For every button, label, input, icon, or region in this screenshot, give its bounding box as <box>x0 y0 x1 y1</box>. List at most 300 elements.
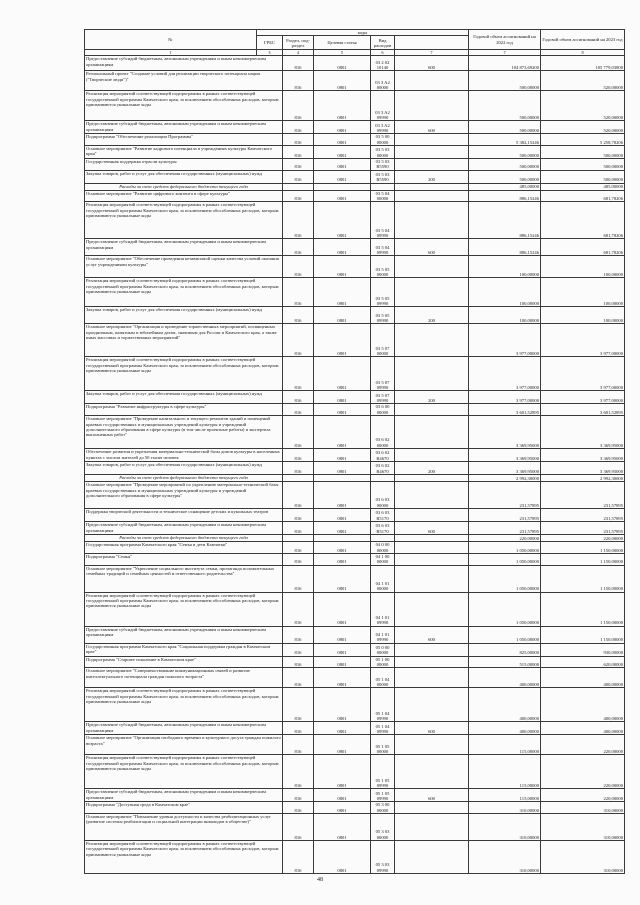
row-target-article: 05 0 00 00000 <box>371 643 395 656</box>
row-description: Основное мероприятие "Обеспечение проведения независимой оценки качества условий оказания услуг учреждениями культуры" <box>85 256 283 278</box>
row-expense-type <box>395 146 469 159</box>
row-grbs: 816 <box>283 735 314 755</box>
row-section: 0801 <box>314 416 371 449</box>
row-section: 0801 <box>314 840 371 873</box>
row-section: 0801 <box>314 565 371 592</box>
table-row <box>85 542 625 554</box>
table-row <box>85 840 625 873</box>
row-target-article <box>371 475 395 482</box>
row-amount-2023: 1 150,00000 <box>541 542 625 554</box>
table-row <box>85 278 625 307</box>
row-expense-type <box>395 159 469 171</box>
table-row <box>85 307 625 324</box>
row-target-article: 05 1 00 00000 <box>371 656 395 668</box>
row-target-article: 03 5 04 00000 <box>371 190 395 202</box>
row-amount-2022: 1 050,00000 <box>469 553 541 565</box>
row-grbs: 816 <box>283 202 314 239</box>
row-grbs: 816 <box>283 840 314 873</box>
row-description: Закупка товаров, работ и услуг для обеспечения государственных (муниципальных) нужд <box>85 307 283 324</box>
row-target-article: 03 3 A2 09990 <box>371 91 395 121</box>
row-target-article: 03 5 04 09990 <box>371 239 395 256</box>
row-section: 0801 <box>314 256 371 278</box>
row-description: Региональный проект "Создание условий для реализации творческого потенциала нации ("Творческие люди")" <box>85 71 283 91</box>
row-amount-2023: 500,00000 <box>541 170 625 183</box>
row-amount-2022: 3 369,95000 <box>469 416 541 449</box>
row-amount-2023: 3 977,00000 <box>541 324 625 357</box>
row-section: 0801 <box>314 626 371 643</box>
row-amount-2023: 1 150,00000 <box>541 565 625 592</box>
row-section: 0801 <box>314 553 371 565</box>
row-description: Подпрограмма "Доступная среда в Камчатском крае" <box>85 802 283 814</box>
row-grbs: 816 <box>283 755 314 789</box>
row-grbs: 816 <box>283 134 314 146</box>
row-target-article <box>371 183 395 190</box>
row-section: 0801 <box>314 522 371 535</box>
row-target-article: 05 1 05 09990 <box>371 789 395 802</box>
row-grbs: 816 <box>283 813 314 840</box>
table-row <box>85 449 625 462</box>
row-expense-type <box>395 542 469 554</box>
row-description: Предоставление субсидий бюджетным, автономным учреждениям и иным некоммерческим организациям <box>85 239 283 256</box>
table-row <box>85 668 625 688</box>
row-description: Основное мероприятие "Организация свободного времени и культурного досуга граждан пожилого возраста" <box>85 735 283 755</box>
row-amount-2023: 681,78206 <box>541 190 625 202</box>
row-description: Государственная программа Камчатского края "Семья и дети Камчатки" <box>85 542 283 554</box>
row-expense-type <box>395 256 469 278</box>
row-expense-type <box>395 656 469 668</box>
row-target-article: 04 1 01 09990 <box>371 626 395 643</box>
row-amount-2023: 500,00000 <box>541 146 625 159</box>
row-amount-2022: 825,00000 <box>469 643 541 656</box>
row-expense-type: 200 <box>395 307 469 324</box>
header-volume-2022: Годовой объем ассигнований на 2022 год <box>469 30 541 50</box>
row-target-article: 05 1 05 00000 <box>371 735 395 755</box>
table-row <box>85 91 625 121</box>
row-description: Реализация мероприятий соответствующей подпрограммы в рамках соответствующей государственной программы Камчатского края, за исключением обособленных расходов, которым присваиваются уникальные коды <box>85 688 283 722</box>
row-section: 0801 <box>314 509 371 522</box>
row-expense-type <box>395 755 469 789</box>
row-expense-type <box>395 482 469 509</box>
table-row <box>85 357 625 391</box>
row-description: Закупка товаров, работ и услуг для обеспечения государственных (муниципальных) нужд <box>85 462 283 475</box>
row-grbs: 816 <box>283 91 314 121</box>
row-amount-2023: 3 369,95000 <box>541 462 625 475</box>
row-grbs: 816 <box>283 722 314 735</box>
row-amount-2022: 115,00000 <box>469 789 541 802</box>
row-grbs: 816 <box>283 239 314 256</box>
row-expense-type <box>395 183 469 190</box>
table-row <box>85 416 625 449</box>
row-target-article: 03 6 03 R5170 <box>371 509 395 522</box>
row-expense-type: 600 <box>395 56 469 71</box>
row-section: 0801 <box>314 755 371 789</box>
row-amount-2022: 400,00000 <box>469 688 541 722</box>
row-description: Предоставление субсидий бюджетным, автономным учреждениям и иным некоммерческим организациям <box>85 626 283 643</box>
row-expense-type <box>395 404 469 416</box>
row-amount-2023: 400,00000 <box>541 688 625 722</box>
row-section: 0801 <box>314 722 371 735</box>
row-amount-2022: 310,00000 <box>469 813 541 840</box>
row-grbs: 816 <box>283 159 314 171</box>
row-amount-2023: 5 258,78206 <box>541 134 625 146</box>
row-description: Закупка товаров, работ и услуг для обеспечения государственных (муниципальных) нужд <box>85 170 283 183</box>
row-section: 0801 <box>314 542 371 554</box>
row-target-article: 03 3 A2 00000 <box>371 71 395 91</box>
row-section <box>314 535 371 542</box>
row-target-article: 05 3 03 00000 <box>371 813 395 840</box>
row-grbs: 816 <box>283 190 314 202</box>
row-target-article: 03 5 05 09990 <box>371 307 395 324</box>
row-amount-2022: 115,00000 <box>469 735 541 755</box>
row-expense-type <box>395 668 469 688</box>
row-amount-2023: 681,78206 <box>541 202 625 239</box>
column-number: 7 <box>395 50 469 56</box>
row-amount-2022: 3 977,00000 <box>469 391 541 404</box>
row-expense-type <box>395 535 469 542</box>
table-row <box>85 509 625 522</box>
row-grbs: 816 <box>283 324 314 357</box>
header-codes: коды <box>257 30 469 36</box>
table-row <box>85 755 625 789</box>
row-expense-type: 600 <box>395 789 469 802</box>
row-description: Расходы за счет средств федерального бюджета текущего года <box>85 535 283 542</box>
row-target-article: 04 1 01 09990 <box>371 592 395 626</box>
row-amount-2022: 3 977,00000 <box>469 357 541 391</box>
row-amount-2023: 520,00000 <box>541 91 625 121</box>
row-amount-2022: 886,15246 <box>469 190 541 202</box>
row-section <box>314 183 371 190</box>
row-section: 0801 <box>314 789 371 802</box>
row-section: 0801 <box>314 802 371 814</box>
row-target-article: 03 6 03 00000 <box>371 482 395 509</box>
row-section: 0801 <box>314 190 371 202</box>
row-expense-type <box>395 565 469 592</box>
row-target-article: 03 5 07 09990 <box>371 357 395 391</box>
row-target-article: 05 1 05 09990 <box>371 755 395 789</box>
row-description: Обеспечение развития и укрепления материально-технической базы домов культуры в населенных пунктах с числом жителей до 50 тысяч человек <box>85 449 283 462</box>
table-row <box>85 324 625 357</box>
row-amount-2022: 500,00000 <box>469 159 541 171</box>
table-row <box>85 553 625 565</box>
row-amount-2022: 886,15246 <box>469 239 541 256</box>
row-grbs: 816 <box>283 789 314 802</box>
row-amount-2022: 1 050,00000 <box>469 565 541 592</box>
row-expense-type: 600 <box>395 239 469 256</box>
row-grbs <box>283 475 314 482</box>
row-section: 0801 <box>314 71 371 91</box>
row-expense-type <box>395 202 469 239</box>
row-amount-2023: 1 150,00000 <box>541 592 625 626</box>
row-expense-type <box>395 449 469 462</box>
table-row <box>85 735 625 755</box>
table-row <box>85 626 625 643</box>
row-description: Основное мероприятие "Проведение капитального и текущего ремонтов зданий и помещений краевых государственных и муниципальных учреждений культуры и учреждений дополнительного образования в сфере культуры (в том числе проектные работы) и экспертиза выполненных работ" <box>85 416 283 449</box>
row-grbs: 816 <box>283 307 314 324</box>
table-row <box>85 462 625 475</box>
row-section: 0801 <box>314 121 371 134</box>
row-expense-type: 200 <box>395 462 469 475</box>
row-description: Предоставление субсидий бюджетным, автономным учреждениям и иным некоммерческим организациям <box>85 56 283 71</box>
row-amount-2022: 3 601,52895 <box>469 404 541 416</box>
row-expense-type <box>395 324 469 357</box>
row-expense-type <box>395 802 469 814</box>
row-section: 0801 <box>314 462 371 475</box>
row-grbs: 816 <box>283 592 314 626</box>
row-target-article: 03 5 03 R5590 <box>371 170 395 183</box>
header-grbs: ГРБС <box>257 36 283 50</box>
table-row <box>85 535 625 542</box>
table-row <box>85 121 625 134</box>
row-amount-2022: 500,00000 <box>469 91 541 121</box>
page-number: 48 <box>317 877 323 883</box>
row-expense-type: 200 <box>395 391 469 404</box>
row-amount-2023: 220,00000 <box>541 735 625 755</box>
row-description: Основное мероприятие "Развитие цифрового контента в сфере культуры" <box>85 190 283 202</box>
table-row <box>85 565 625 592</box>
row-grbs: 816 <box>283 482 314 509</box>
row-amount-2022: 2 992,30000 <box>469 475 541 482</box>
header-empty-cell <box>395 36 469 50</box>
row-target-article: 04 0 00 00000 <box>371 542 395 554</box>
row-amount-2023: 100,00000 <box>541 256 625 278</box>
row-amount-2023: 3 977,00000 <box>541 391 625 404</box>
row-amount-2023: 310,00000 <box>541 840 625 873</box>
row-grbs: 816 <box>283 802 314 814</box>
row-amount-2022: 1 050,00000 <box>469 592 541 626</box>
row-amount-2023: 2 992,30000 <box>541 475 625 482</box>
row-amount-2023: 231,57895 <box>541 509 625 522</box>
row-grbs: 816 <box>283 643 314 656</box>
row-amount-2022: 500,00000 <box>469 121 541 134</box>
row-amount-2022: 500,00000 <box>469 170 541 183</box>
row-target-article: 03 6 00 00000 <box>371 404 395 416</box>
budget-table <box>84 29 625 874</box>
row-grbs: 816 <box>283 509 314 522</box>
row-grbs: 816 <box>283 121 314 134</box>
header-target-article: Целевая статья <box>314 36 371 50</box>
row-description: Поддержка творческой деятельности и техническое оснащение детских и кукольных театров <box>85 509 283 522</box>
row-amount-2023: 220,00000 <box>541 535 625 542</box>
row-expense-type <box>395 91 469 121</box>
row-target-article: 03 2 02 10140 <box>371 56 395 71</box>
row-target-article: 05 1 04 09990 <box>371 722 395 735</box>
table-row <box>85 159 625 171</box>
row-target-article: 05 3 00 00000 <box>371 802 395 814</box>
row-amount-2023: 3 369,95000 <box>541 449 625 462</box>
row-section: 0801 <box>314 391 371 404</box>
row-amount-2023: 681,78206 <box>541 239 625 256</box>
row-description: Предоставление субсидий бюджетным, автономным учреждениям и иным некоммерческим организациям <box>85 722 283 735</box>
row-amount-2022: 500,00000 <box>469 146 541 159</box>
row-expense-type <box>395 840 469 873</box>
row-expense-type <box>395 643 469 656</box>
row-amount-2023: 3 369,95000 <box>541 416 625 449</box>
row-description: Предоставление субсидий бюджетным, автономным учреждениям и иным некоммерческим организациям <box>85 522 283 535</box>
row-amount-2023: 485,00000 <box>541 183 625 190</box>
row-amount-2023: 310,00000 <box>541 802 625 814</box>
row-amount-2023: 231,57895 <box>541 522 625 535</box>
column-number: 1 <box>85 50 257 56</box>
row-expense-type: 600 <box>395 626 469 643</box>
table-row <box>85 146 625 159</box>
row-amount-2022: 115,00000 <box>469 755 541 789</box>
row-section: 0801 <box>314 202 371 239</box>
row-grbs: 816 <box>283 553 314 565</box>
row-expense-type <box>395 190 469 202</box>
row-amount-2023: 1 150,00000 <box>541 626 625 643</box>
row-description: Подпрограмма "Развитие инфраструктуры в сфере культуры" <box>85 404 283 416</box>
row-target-article: 05 3 03 09990 <box>371 840 395 873</box>
table-row <box>85 170 625 183</box>
row-section: 0801 <box>314 307 371 324</box>
row-target-article: 03 6 02 R4670 <box>371 462 395 475</box>
row-grbs: 816 <box>283 391 314 404</box>
row-amount-2023: 220,00000 <box>541 789 625 802</box>
row-section: 0801 <box>314 668 371 688</box>
table-row <box>85 71 625 91</box>
row-description: Государственная поддержка отрасли культуры <box>85 159 283 171</box>
row-amount-2022: 500,00000 <box>469 71 541 91</box>
row-description: Реализация мероприятий соответствующей подпрограммы в рамках соответствующей государственной программы Камчатского края, за исключением обособленных расходов, которым присваиваются уникальные коды <box>85 840 283 873</box>
row-description: Реализация мероприятий соответствующей подпрограммы в рамках соответствующей государственной программы Камчатского края, за исключением обособленных расходов, которым присваиваются уникальные коды <box>85 592 283 626</box>
row-amount-2022: 310,00000 <box>469 802 541 814</box>
row-description: Подпрограмма "Обеспечение реализации Программы" <box>85 134 283 146</box>
table-row <box>85 802 625 814</box>
row-target-article: 05 1 04 00000 <box>371 668 395 688</box>
table-row <box>85 134 625 146</box>
row-amount-2023: 220,00000 <box>541 755 625 789</box>
table-row <box>85 183 625 190</box>
row-amount-2022: 515,00000 <box>469 656 541 668</box>
row-description: Реализация мероприятий соответствующей подпрограммы в рамках соответствующей государственной программы Камчатского края, за исключением обособленных расходов, которым присваиваются уникальные коды <box>85 202 283 239</box>
row-section <box>314 475 371 482</box>
table-row <box>85 190 625 202</box>
table-row <box>85 688 625 722</box>
row-amount-2022: 3 369,95000 <box>469 449 541 462</box>
row-amount-2022: 886,15246 <box>469 202 541 239</box>
row-amount-2022: 3 369,95000 <box>469 462 541 475</box>
row-description: Реализация мероприятий соответствующей подпрограммы в рамках соответствующей государственной программы Камчатского края, за исключением обособленных расходов, которым присваиваются уникальные коды <box>85 278 283 307</box>
row-target-article: 05 1 04 09990 <box>371 688 395 722</box>
row-target-article: 03 5 00 00000 <box>371 134 395 146</box>
row-section: 0801 <box>314 170 371 183</box>
row-expense-type <box>395 71 469 91</box>
row-amount-2023: 231,57895 <box>541 482 625 509</box>
table-row <box>85 202 625 239</box>
row-grbs: 816 <box>283 357 314 391</box>
row-grbs: 816 <box>283 626 314 643</box>
row-amount-2022: 100,00000 <box>469 256 541 278</box>
row-description: Подпрограмма "Старшее поколение в Камчатском крае" <box>85 656 283 668</box>
table-row <box>85 56 625 71</box>
row-description: Предоставление субсидий бюджетным, автономным учреждениям и иным некоммерческим организациям <box>85 121 283 134</box>
column-number: 6 <box>371 50 395 56</box>
row-section: 0801 <box>314 159 371 171</box>
row-description: Основное мероприятие "Развитие кадрового потенциала в учреждениях культуры Камчатского края" <box>85 146 283 159</box>
row-amount-2022: 1 050,00000 <box>469 626 541 643</box>
row-grbs: 816 <box>283 656 314 668</box>
table-body <box>85 56 625 874</box>
row-amount-2022: 231,57895 <box>469 482 541 509</box>
row-target-article: 03 6 03 R5170 <box>371 522 395 535</box>
row-expense-type <box>395 475 469 482</box>
row-amount-2022: 3 977,00000 <box>469 324 541 357</box>
row-expense-type <box>395 416 469 449</box>
row-target-article: 04 1 00 00000 <box>371 553 395 565</box>
row-expense-type <box>395 592 469 626</box>
row-grbs: 816 <box>283 565 314 592</box>
row-expense-type <box>395 509 469 522</box>
table-row <box>85 789 625 802</box>
table-row <box>85 256 625 278</box>
row-section: 0801 <box>314 449 371 462</box>
row-amount-2023: 1 150,00000 <box>541 553 625 565</box>
row-grbs: 816 <box>283 462 314 475</box>
row-description: Закупка товаров, работ и услуг для обеспечения государственных (муниципальных) нужд <box>85 391 283 404</box>
row-description: Основное мероприятие "Повышение уровня доступности и качества реабилитационных услуг (развитие системы реабилитации и социальной интеграции инвалидов в обществе)" <box>85 813 283 840</box>
header-section: Раздел, под-раздел <box>283 36 314 50</box>
row-section: 0801 <box>314 656 371 668</box>
row-target-article: 03 5 05 09990 <box>371 278 395 307</box>
row-target-article: 03 6 02 00000 <box>371 416 395 449</box>
row-amount-2023: 400,00000 <box>541 668 625 688</box>
row-grbs: 816 <box>283 522 314 535</box>
row-amount-2023: 930,00000 <box>541 643 625 656</box>
row-amount-2022: 100,00000 <box>469 307 541 324</box>
row-grbs: 816 <box>283 56 314 71</box>
row-description: Основное мероприятие "Проведение мероприятий по укреплению материально-технической базы краевых государственных и муниципальных учреждений культуры и учреждений дополнительного образования в сфере культуры" <box>85 482 283 509</box>
row-amount-2023: 310,00000 <box>541 813 625 840</box>
row-expense-type: 600 <box>395 722 469 735</box>
row-grbs: 816 <box>283 256 314 278</box>
row-expense-type <box>395 278 469 307</box>
row-description: Расходы за счет средств федерального бюджета текущего года <box>85 183 283 190</box>
row-section: 0801 <box>314 324 371 357</box>
row-amount-2023: 620,00000 <box>541 656 625 668</box>
row-section: 0801 <box>314 592 371 626</box>
column-number: 3 <box>257 50 283 56</box>
row-grbs: 816 <box>283 170 314 183</box>
column-number: 4 <box>283 50 314 56</box>
row-expense-type <box>395 813 469 840</box>
row-amount-2023: 3 601,52895 <box>541 404 625 416</box>
row-grbs: 816 <box>283 449 314 462</box>
row-description: Расходы за счет средств федерального бюджета текущего года <box>85 475 283 482</box>
row-amount-2022: 310,00000 <box>469 840 541 873</box>
row-description: Основное мероприятие "Укрепление социального института семьи, пропаганда положительных семейных традиций и семейных ценностей и ответственного родительства" <box>85 565 283 592</box>
row-amount-2022: 231,57895 <box>469 509 541 522</box>
column-number: 7 <box>469 50 541 56</box>
row-amount-2022: 5 382,15246 <box>469 134 541 146</box>
row-section: 0801 <box>314 813 371 840</box>
row-grbs: 816 <box>283 146 314 159</box>
row-section: 0801 <box>314 91 371 121</box>
row-target-article: 03 5 05 00000 <box>371 256 395 278</box>
row-description: Основное мероприятие "Совершенствование коммуникационных связей и развитие интеллектуального потенциала граждан пожилого возраста" <box>85 668 283 688</box>
header-volume-2023: Годовой объем ассигнований на 2023 год <box>541 30 625 50</box>
column-number: 5 <box>314 50 371 56</box>
row-amount-2023: 520,00000 <box>541 71 625 91</box>
row-target-article: 03 6 02 R4670 <box>371 449 395 462</box>
table-row <box>85 239 625 256</box>
row-section: 0801 <box>314 239 371 256</box>
header-expense-type: Вид расходов <box>371 36 395 50</box>
row-target-article: 03 5 07 00000 <box>371 324 395 357</box>
column-number: 8 <box>541 50 625 56</box>
row-expense-type <box>395 357 469 391</box>
row-section: 0801 <box>314 56 371 71</box>
row-amount-2022: 231,57895 <box>469 522 541 535</box>
